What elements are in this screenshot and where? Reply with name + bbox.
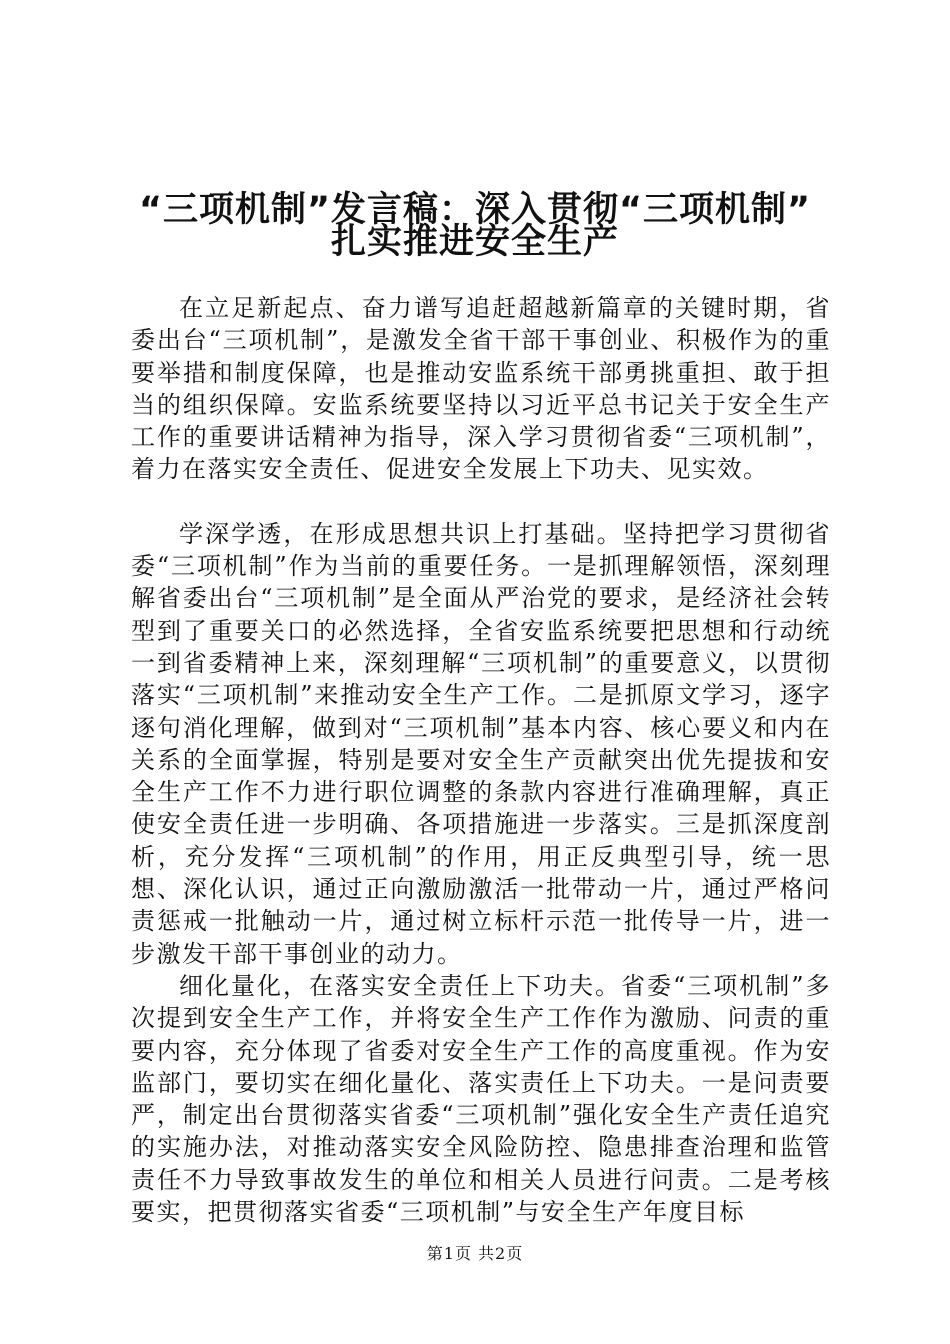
paragraph-intro: 在立足新起点、奋力谱写追赶超越新篇章的关键时期，省委出台“三项机制”，是激发全省干部干事创业、积极作为的重要举措和制度保障，也是推动安监系统干部勇挑重担、敢于担当的组织保障。安监系统要坚持以习近平总书记关于安全生产工作的重要讲话精神为指导，深入学习贯彻省委“三项机制”，着力在落实安全责任、促进安全发展上下功夫、见实效。 — [131, 294, 831, 484]
document-title-line-1: “三项机制”发言稿：深入贯彻“三项机制” — [138, 190, 811, 230]
page-number-footer: 第1页 共2页 — [426, 1244, 524, 1263]
paragraph-responsibility: 细化量化，在落实安全责任上下功夫。省委“三项机制”多次提到安全生产工作，并将安全生产工作作为激励、问责的重要内容，充分体现了省委对安全生产工作的高度重视。作为安监部门，要切实在细化量化、落实责任上下功夫。一是问责要严，制定出台贯彻落实省委“三项机制”强化安全生产责任追究的实施办法，对推动落实安全风险防控、隐患排查治理和监管责任不力导致事故发生的单位和相关人员进行问责。二是考核要实，把贯彻落实省委“三项机制”与安全生产年度目标 — [131, 971, 831, 1227]
document-title-line-2: 扎实推进安全生产 — [330, 222, 619, 262]
paragraph-study: 学深学透，在形成思想共识上打基础。坚持把学习贯彻省委“三项机制”作为当前的重要任务。一是抓理解领悟，深刻理解省委出台“三项机制”是全面从严治党的要求，是经济社会转型到了重要关口的必然选择，全省安监系统要把思想和行动统一到省委精神上来，深刻理解“三项机制”的重要意义，以贯彻落实“三项机制”来推动安全生产工作。二是抓原文学习，逐字逐句消化理解，做到对“三项机制”基本内容、核心要义和内在关系的全面掌握，特别是要对安全生产贡献突出优先提拔和安全生产工作不力进行职位调整的条款内容进行准确理解，真正使安全责任进一步明确、各项措施进一步落实。三是抓深度剖析，充分发挥“三项机制”的作用，用正反典型引导，统一思想、深化认识，通过正向激励激活一批带动一片，通过严格问责惩戒一批触动一片，通过树立标杆示范一批传导一片，进一步激发干部干事创业的动力。 — [131, 519, 831, 968]
paragraph-spacer — [131, 486, 831, 518]
document-body — [131, 292, 831, 1228]
